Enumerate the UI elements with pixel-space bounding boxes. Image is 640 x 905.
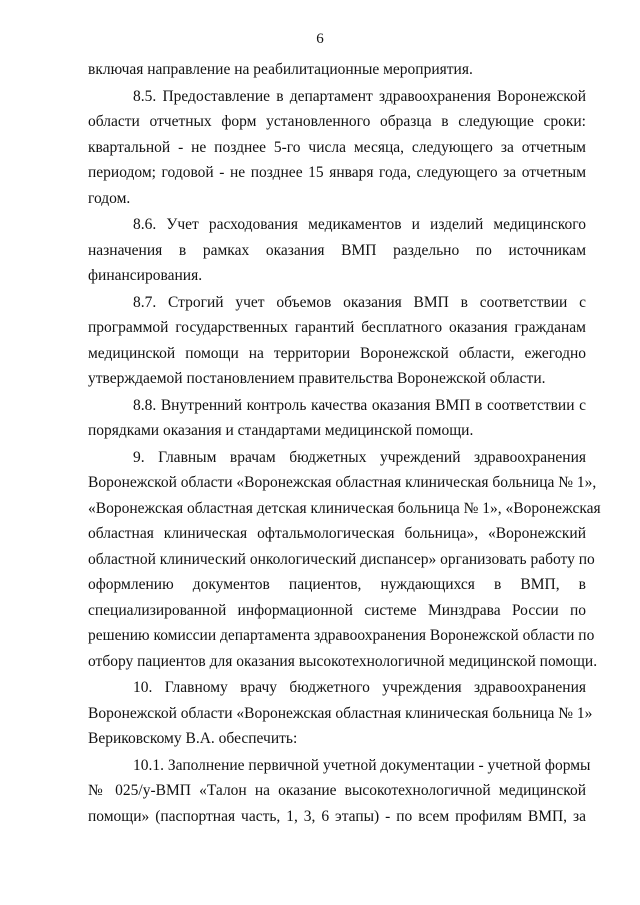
text-line: включая направление на реабилитационные мероприятия. xyxy=(88,61,473,78)
text-line: 8.8. Внутренний контроль качества оказания ВМП в соответствии с xyxy=(133,396,586,414)
paragraph-10-1 xyxy=(88,753,591,830)
text-line: порядками оказания и стандартами медицинской помощи. xyxy=(88,422,474,439)
paragraph-continuation xyxy=(88,57,586,83)
text-line: медицинской помощи на территории Воронежской области, ежегодно xyxy=(88,344,586,362)
page-number: 6 xyxy=(316,31,324,47)
text-line: годом. xyxy=(88,189,131,207)
paragraph-8-7 xyxy=(88,290,586,392)
text-line: решению комиссии департамента здравоохранения Воронежской области по xyxy=(88,627,595,644)
text-line: «Воронежская областная детская клиническая больница № 1», «Воронежская xyxy=(88,499,601,517)
document-body xyxy=(88,57,601,829)
text-line: периодом; годовой - не позднее 15 января года, следующего за отчетным xyxy=(88,164,586,181)
text-line: 8.5. Предоставление в департамент здравоохранения Воронежской xyxy=(133,87,586,105)
text-line: 10. Главному врачу бюджетного учреждения здравоохранения xyxy=(133,679,586,696)
paragraph-8-6 xyxy=(88,212,586,289)
text-line: помощи» (паспортная часть, 1, 3, 6 этапы) - по всем профилям ВМП, за xyxy=(88,807,586,825)
paragraph-10 xyxy=(88,675,593,752)
text-line: утверждаемой постановлением правительства Воронежской области. xyxy=(88,370,546,387)
text-line: области отчетных форм установленного образца в следующие сроки: xyxy=(88,113,586,130)
text-line: № 025/у-ВМП «Талон на оказание высокотехнологичной медицинской xyxy=(88,782,586,799)
paragraph-9 xyxy=(88,445,601,675)
text-line: оформлению документов пациентов, нуждающихся в ВМП, в xyxy=(88,576,586,593)
text-line: 9. Главным врачам бюджетных учреждений здравоохранения xyxy=(133,448,586,466)
text-line: квартальной - не позднее 5-го числа месяца, следующего за отчетным xyxy=(88,138,586,156)
text-line: финансирования. xyxy=(88,267,203,284)
paragraph-8-8 xyxy=(88,393,586,444)
text-line: специализированной информационной системе Минздрава России по xyxy=(88,601,586,619)
paragraph-8-5 xyxy=(88,84,586,212)
text-line: Воронежской области «Воронежская областная клиническая больница № 1», xyxy=(88,474,597,491)
text-line: Вериковскому В.А. обеспечить: xyxy=(88,730,298,747)
text-line: Воронежской области «Воронежская областная клиническая больница № 1» xyxy=(88,704,593,722)
text-line: областная клиническая офтальмологическая больница», «Воронежский xyxy=(88,525,586,542)
text-line: программой государственных гарантий бесплатного оказания гражданам xyxy=(88,319,586,336)
text-line: отбору пациентов для оказания высокотехнологичной медицинской помощи. xyxy=(88,652,598,670)
text-line: областной клинический онкологический диспансер» организовать работу по xyxy=(88,550,595,568)
text-line: 10.1. Заполнение первичной учетной документации - учетной формы xyxy=(133,756,591,774)
text-line: назначения в рамках оказания ВМП раздельно по источникам xyxy=(88,241,586,259)
text-line: 8.6. Учет расходования медикаментов и изделий медицинского xyxy=(133,216,586,233)
text-line: 8.7. Строгий учет объемов оказания ВМП в соответствии с xyxy=(133,293,586,311)
